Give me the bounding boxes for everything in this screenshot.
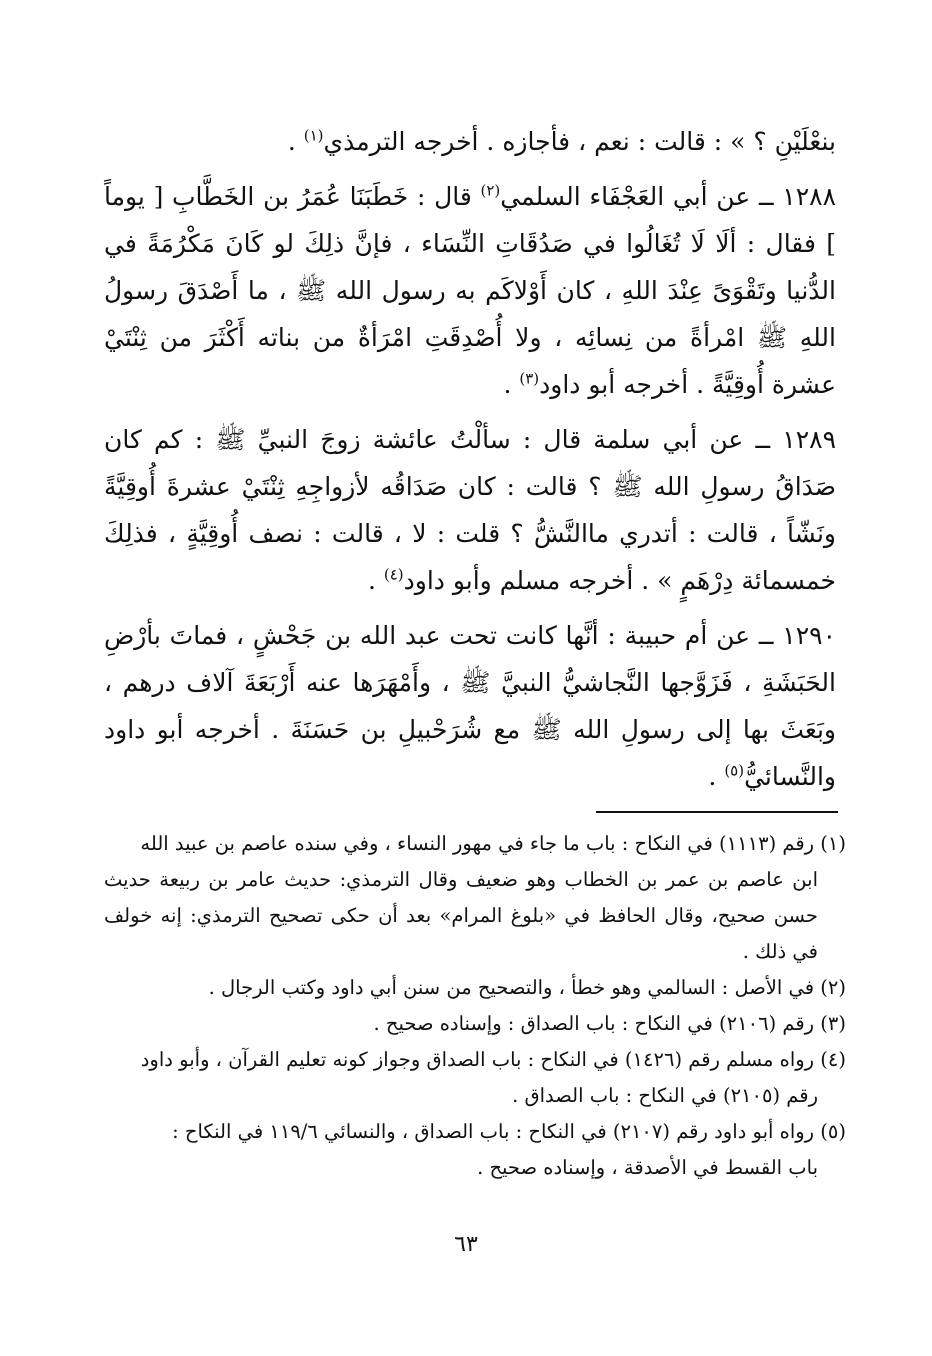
hadith-1290-body: ١٢٩٠ ــ عن أم حبيبة : أنَّها كانت تحت عبد الله بن جَحْشٍ ، فماتَ بأرْضِ الحَبَشَةِ ، فَزَوَّجها النَّجاشيُّ النبيَّ ﷺ ، وأَمْهَرَها عنه أَرْبَعَةَ آلاف درهم ، وبَعَثَ بها إلى رسولِ الله ﷺ مع شُرَحْبيلِ بن حَسَنَةَ . أخرجه أبو داود والنَّسائيُّ bbox=[104, 621, 836, 791]
footnote-3: (٣) رقم (٢١٠٦) في النكاح : باب الصداق : وإسناده صحيح . bbox=[373, 1012, 846, 1035]
page-number: ٦٣ bbox=[454, 1232, 478, 1257]
footnote-2: (٢) في الأصل : السالمي وهو خطأ ، والتصحيح من سنن أبي داود وكتب الرجال . bbox=[208, 976, 846, 999]
footnote-divider bbox=[596, 811, 838, 813]
footnote-4-continuation: رقم (٢١٠٥) في النكاح : باب الصداق . bbox=[512, 1084, 818, 1107]
intro-end: . bbox=[287, 127, 304, 156]
hadith-1289-body: ١٢٨٩ ــ عن أبي سلمة قال : سألْتُ عائشة زوجَ النبيِّ ﷺ : كم كان صَدَاقُ رسولِ الله ﷺ ؟ قالت : كان صَدَاقُه لأزواجِهِ ثِنْتَيْ عشرةَ أُوقِيَّةً ونَشّاً ، قالت : أتدري ماالنَّشُّ ؟ قلت : لا ، قالت : نصف أُوقِيَّةٍ ، فذلِكَ خمسمائة دِرْهَمٍ » . أخرجه مسلم وأبو داود bbox=[104, 425, 836, 595]
footnote-ref-5: (٥) bbox=[724, 761, 745, 780]
hadith-1289-end: . bbox=[367, 566, 384, 595]
footnotes bbox=[104, 826, 846, 1186]
footnote-ref-3: (٣) bbox=[519, 369, 540, 388]
main-text bbox=[104, 118, 836, 800]
footnote-ref-4: (٤) bbox=[383, 565, 404, 584]
hadith-1288-end: . bbox=[503, 370, 520, 399]
hadith-1288-opening: ١٢٨٨ ــ عن أبي العَجْفَاء السلمي bbox=[500, 182, 836, 211]
footnote-4-first-line: (٤) رواه مسلم رقم (١٤٢٦) في النكاح : باب الصداق وجواز كونه تعليم القرآن ، وأبو داود bbox=[140, 1048, 846, 1071]
footnote-5-continuation: باب القسط في الأصدقة ، وإسناده صحيح . bbox=[477, 1156, 818, 1179]
footnote-5-first-line: (٥) رواه أبو داود رقم (٢١٠٧) في النكاح : باب الصداق ، والنسائي ١١٩/٦ في النكاح : bbox=[172, 1120, 846, 1143]
footnote-ref-2: (٢) bbox=[480, 181, 501, 200]
hadith-1288-body: قال : خَطَبَنَا عُمَرُ بن الخَطَّابِ [ يوماً ] فقال : ألَا لَا تُغَالُوا في صَدُقَاتِ النِّسَاء ، فإنَّ ذلِكَ لو كَانَ مَكْرُمَةً في الدُّنيا وتَقْوَىً عِنْدَ اللهِ ، كان أَوْلاكَم به رسول الله ﷺ ، ما أَصْدَقَ رسولُ اللهِ ﷺ امْرأةً من نِسائِه ، ولا أُصْدِقَتِ امْرَأةٌ من بناته أَكْثَرَ من ثِنْتَيْ عشرة أُوقِيَّةً . أخرجه أبو داود bbox=[104, 182, 836, 399]
footnote-1-continuation: ابن عاصم بن عمر بن الخطاب وهو ضعيف وقال الترمذي: حديث عامر بن ربيعة حديث حسن صحيح، وقال الحافظ في «بلوغ المرام» بعد أن حكى تصحيح الترمذي: إنه خولف في ذلك . bbox=[104, 868, 818, 963]
footnote-1-first-line: (١) رقم (١١١٣) في النكاح : باب ما جاء في مهور النساء ، وفي سنده عاصم بن عبيد الله bbox=[140, 832, 846, 855]
intro-paragraph bbox=[104, 118, 836, 165]
footnote-ref-1: (١) bbox=[303, 126, 324, 145]
hadith-1289 bbox=[104, 416, 836, 604]
hadith-1288 bbox=[104, 173, 836, 408]
hadith-1290 bbox=[104, 612, 836, 800]
hadith-1290-end: . bbox=[708, 762, 725, 791]
intro-text: بنعْلَيْنِ ؟ » : قالت : نعم ، فأجازه . أخرجه الترمذي bbox=[323, 127, 836, 156]
